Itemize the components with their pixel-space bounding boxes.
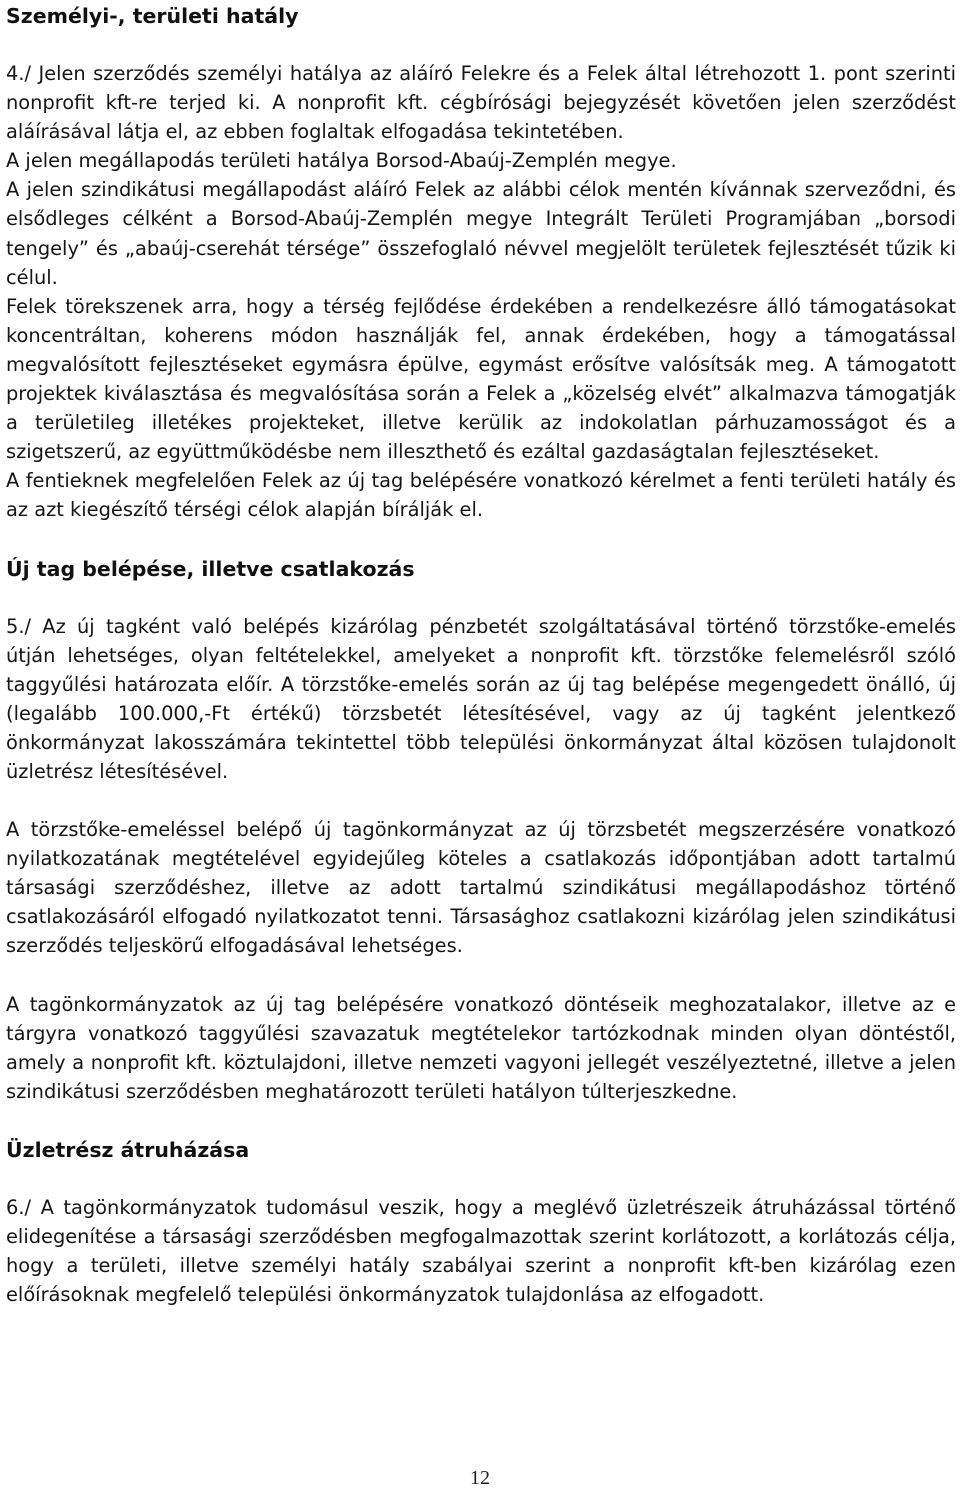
document-page	[6, 0, 956, 1309]
paragraph-syndicate-goals: A jelen szindikátusi megállapodást aláíró Felek az alábbi célok mentén kívánnak szerveződni, és elsődleges célként a Borsod-Abaúj-Zemplén megye Integrált Területi Programjában „borsodi tengely” és „abaúj-cserehát térsége” összefoglaló névvel megjelölt területek fejlesztését tűzik ki célul.	[6, 178, 956, 289]
paragraph-5-capital-increase: 5./ Az új tagként való belépés kizárólag pénzbetét szolgáltatásával történő törzstőke-emelés útján lehetséges, olyan feltételekkel, amelyeket a nonprofit kft. törzstőke felemelésről szóló taggyűlési határozata előír. A törzstőke-emelés során az új tag belépése megengedett önálló, új (legalább 100.000,-Ft értékű) törzsbetét létesítésével, vagy az új tagként jelentkező önkormányzat lakosszámára tekintettel több települési önkormányzat által közösen tulajdonolt üzletrész létesítésével.	[6, 614, 956, 783]
paragraph-development-principles: Felek törekszenek arra, hogy a térség fejlődése érdekében a rendelkezésre álló támogatásokat koncentráltan, koherens módon használják fel, annak érdekében, hogy a támogatással megvalósított fejlesztéseket egymásra épülve, egymást erősítve valósítsák meg. A támogatott projektek kiválasztása és megvalósítása során a Felek a „közelség elvét” alkalmazva támogatják a területileg illetékes projekteket, illetve kerülik az indokolatlan párhuzamosságot és a szigetszerű, az együttműködésbe nem illeszthető és ezáltal gazdaságtalan fejlesztéseket.	[6, 294, 956, 464]
paragraph-membership-evaluation: A fentieknek megfelelően Felek az új tag belépésére vonatkozó kérelmet a fenti területi hatály és az azt kiegészítő térségi célok alapján bírálják el.	[6, 469, 956, 522]
paragraph-member-decisions: A tagönkormányzatok az új tag belépésére vonatkozó döntéseik meghozatalakor, illetve az e tárgyra vonatkozó taggyűlési szavazatuk megtételekor tartózkodnak minden olyan döntéstől, amely a nonprofit kft. köztulajdoni, illetve nemzeti vagyoni jellegét veszélyeztetné, illetve a jelen szindikátusi szerződésben meghatározott területi hatályon túlterjeszkedne.	[6, 992, 956, 1103]
section-heading-personal-territorial-scope: Személyi-, területi hatály	[6, 4, 299, 28]
section-heading-share-transfer: Üzletrész átruházása	[6, 1137, 250, 1162]
section-heading-new-member-accession: Új tag belépése, illetve csatlakozás	[6, 556, 415, 581]
paragraph-territorial-scope: A jelen megállapodás területi hatálya Borsod-Abaúj-Zemplén megye.	[6, 149, 677, 173]
page-number: 12	[470, 1467, 490, 1489]
paragraph-accession-declaration: A törzstőke-emeléssel belépő új tagönkormányzat az új törzsbetét megszerzésére vonatkozó nyilatkozatának megtételével egyidejűleg köteles a csatlakozás időpontjában adott tartalmú társasági szerződéshez, illetve az adott tartalmú szindikátusi megállapodáshoz történő csatlakozásáról elfogadó nyilatkozatot tenni. Társasághoz csatlakozni kizárólag jelen szindikátusi szerződés teljeskörű elfogadásával lehetséges.	[6, 818, 956, 958]
paragraph-4-personal-scope: 4./ Jelen szerződés személyi hatálya az aláíró Felekre és a Felek által létrehozott 1. pont szerinti nonprofit kft-re terjed ki. A nonprofit kft. cégbírósági bejegyzését követően jelen szerződést aláírásával látja el, az ebben foglaltak elfogadása tekintetében.	[6, 62, 956, 144]
paragraph-6-share-transfer: 6./ A tagönkormányzatok tudomásul veszik, hogy a meglévő üzletrészeik átruházással történő elidegenítése a társasági szerződésben megfogalmazottak szerint korlátozott, a korlátozás célja, hogy a területi, illetve személyi hatály szabályai szerint a nonprofit kft-ben kizárólag ezen előírásoknak megfelelő települési önkormányzatok tulajdonlása az elfogadott.	[6, 1195, 956, 1307]
